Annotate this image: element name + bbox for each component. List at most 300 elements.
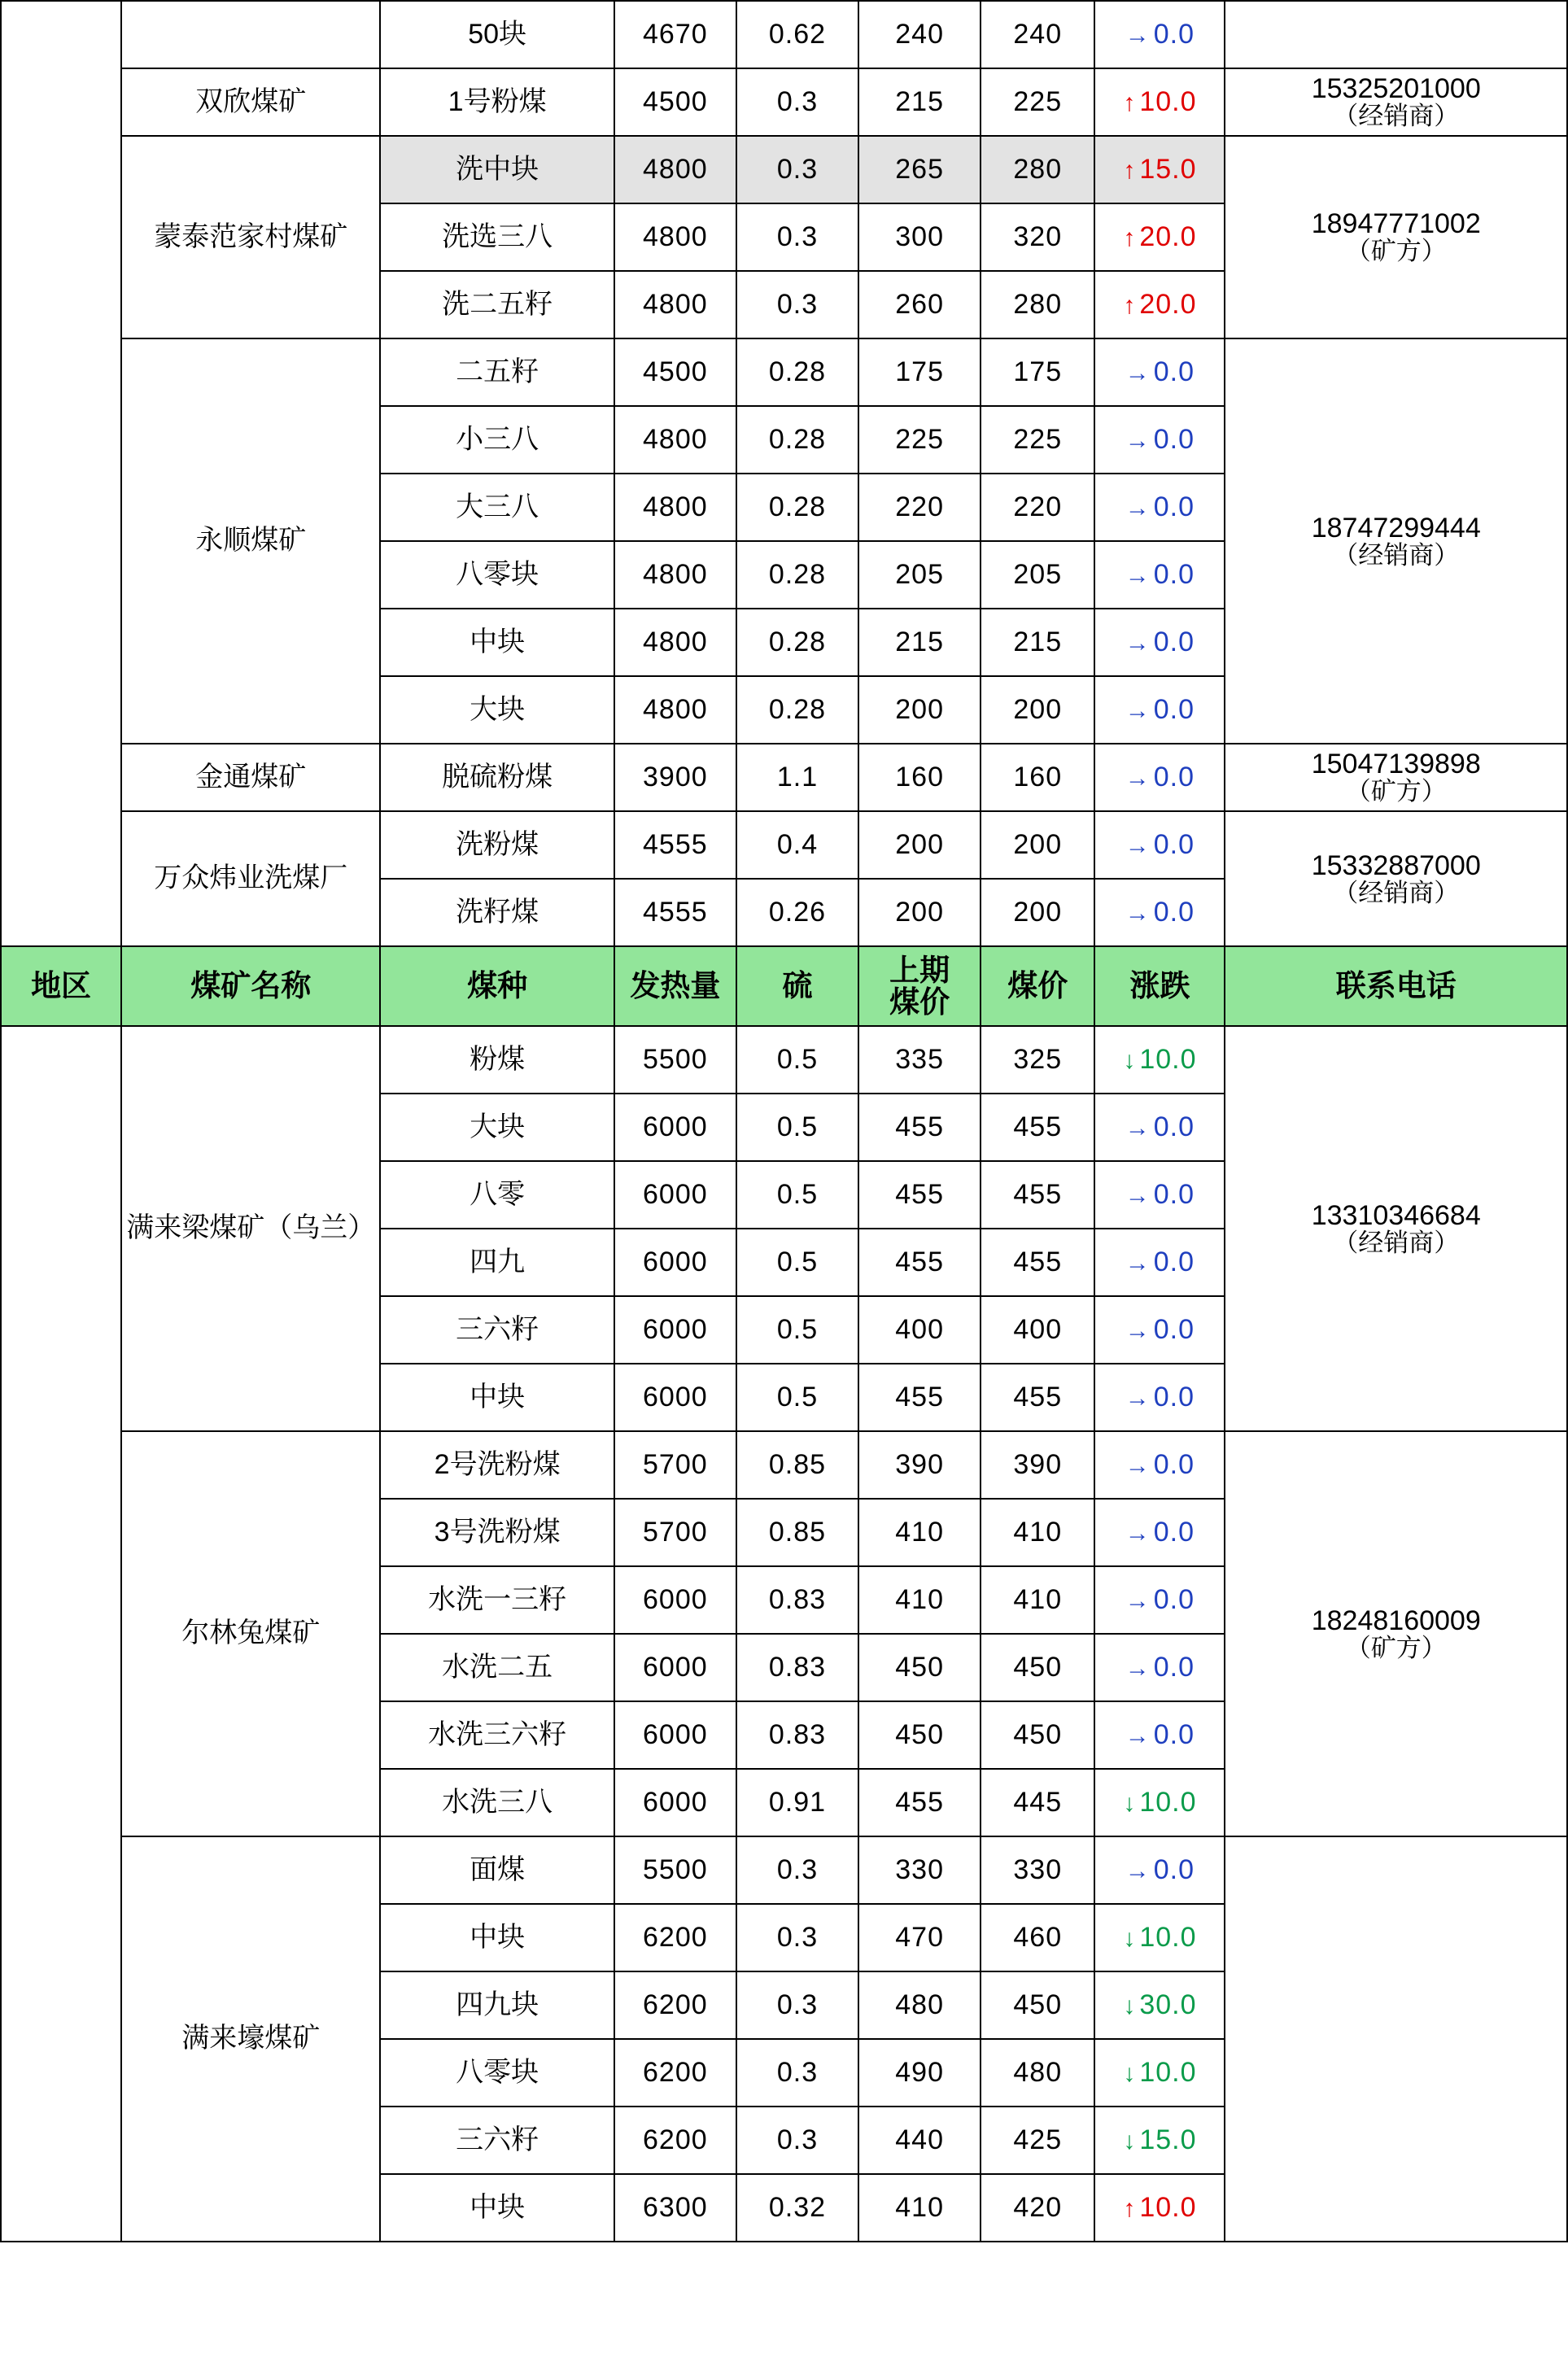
prev-cell: 455 (858, 1094, 981, 1161)
change-cell (1094, 1971, 1225, 2039)
price-cell: 320 (981, 203, 1094, 271)
phone-role: （矿方） (1345, 1633, 1447, 1662)
header-previous-price-line2: 煤价 (889, 985, 950, 1019)
heat-cell: 4800 (614, 609, 736, 676)
coal-type-cell: 中块 (380, 609, 614, 676)
heat-cell: 4800 (614, 271, 736, 338)
mine-name-cell: 尔林兔煤矿 (121, 1431, 380, 1836)
price-cell: 175 (981, 338, 1094, 406)
change-value: 0.0 (1153, 896, 1195, 928)
sulfur-cell: 1.1 (736, 744, 858, 811)
change-cell (1094, 1904, 1225, 1971)
sulfur-cell: 0.28 (736, 541, 858, 609)
mine-name-cell: 双欣煤矿 (121, 68, 380, 136)
price-cell: 425 (981, 2107, 1094, 2174)
table-row (1, 811, 1567, 879)
coal-type-cell: 八零块 (380, 2039, 614, 2107)
coal-type-cell: 四九 (380, 1229, 614, 1296)
prev-cell: 330 (858, 1836, 981, 1904)
sulfur-cell: 0.83 (736, 1634, 858, 1701)
prev-cell: 265 (858, 136, 981, 203)
heat-cell: 6000 (614, 1364, 736, 1431)
prev-cell: 200 (858, 676, 981, 744)
trend-down-icon: ↓ (1123, 2127, 1137, 2155)
change-value: 10.0 (1139, 2191, 1197, 2223)
trend-flat-icon: → (1125, 21, 1151, 49)
mine-name-cell: 万众炜业洗煤厂 (121, 811, 380, 946)
coal-type-cell: 洗粉煤 (380, 811, 614, 879)
table-row (1, 1026, 1567, 1094)
prev-cell: 400 (858, 1296, 981, 1364)
coal-type-cell: 水洗三六籽 (380, 1701, 614, 1769)
phone-role: （经销商） (1333, 1228, 1460, 1257)
sulfur-cell: 0.3 (736, 136, 858, 203)
table-row (1, 338, 1567, 406)
header-price: 煤价 (981, 946, 1094, 1026)
price-cell: 220 (981, 474, 1094, 541)
header-change: 涨跌 (1094, 946, 1225, 1026)
heat-cell: 6300 (614, 2174, 736, 2242)
sulfur-cell: 0.28 (736, 338, 858, 406)
sulfur-cell: 0.26 (736, 879, 858, 946)
header-sulfur: 硫 (736, 946, 858, 1026)
heat-cell: 5500 (614, 1026, 736, 1094)
change-cell (1094, 1161, 1225, 1229)
trend-flat-icon: → (1125, 1249, 1151, 1277)
change-value: 0.0 (1153, 1516, 1195, 1548)
trend-flat-icon: → (1125, 764, 1151, 792)
change-value: 10.0 (1139, 1921, 1197, 1953)
change-value: 10.0 (1139, 1786, 1197, 1818)
prev-cell: 455 (858, 1161, 981, 1229)
sulfur-cell: 0.83 (736, 1701, 858, 1769)
heat-cell: 6000 (614, 1296, 736, 1364)
change-value: 0.0 (1153, 1718, 1195, 1750)
prev-cell: 225 (858, 406, 981, 474)
sulfur-cell: 0.3 (736, 203, 858, 271)
heat-cell: 6000 (614, 1094, 736, 1161)
price-cell: 450 (981, 1971, 1094, 2039)
prev-cell: 440 (858, 2107, 981, 2174)
change-cell (1094, 271, 1225, 338)
change-value: 30.0 (1139, 1989, 1197, 2020)
coal-type-cell: 大块 (380, 676, 614, 744)
change-cell (1094, 1296, 1225, 1364)
heat-cell: 4670 (614, 1, 736, 68)
sulfur-cell: 0.28 (736, 406, 858, 474)
trend-down-icon: ↓ (1123, 1789, 1137, 1817)
change-value: 0.0 (1153, 1448, 1195, 1480)
sulfur-cell: 0.32 (736, 2174, 858, 2242)
trend-flat-icon: → (1125, 1857, 1151, 1884)
change-value: 15.0 (1139, 2124, 1197, 2155)
coal-type-cell: 洗籽煤 (380, 879, 614, 946)
change-cell (1094, 1094, 1225, 1161)
heat-cell: 6000 (614, 1634, 736, 1701)
price-cell: 460 (981, 1904, 1094, 1971)
change-cell (1094, 338, 1225, 406)
coal-type-cell: 50块 (380, 1, 614, 68)
phone-role: （经销商） (1333, 102, 1460, 131)
phone-number: 15047139898 (1311, 749, 1481, 780)
price-cell: 450 (981, 1634, 1094, 1701)
prev-cell: 200 (858, 879, 981, 946)
change-value: 0.0 (1153, 828, 1195, 860)
sulfur-cell: 0.3 (736, 2039, 858, 2107)
change-cell (1094, 1229, 1225, 1296)
trend-flat-icon: → (1125, 1587, 1151, 1614)
prev-cell: 240 (858, 1, 981, 68)
coal-type-cell: 3号洗粉煤 (380, 1499, 614, 1566)
sulfur-cell: 0.5 (736, 1364, 858, 1431)
change-cell (1094, 811, 1225, 879)
price-cell: 240 (981, 1, 1094, 68)
price-cell: 450 (981, 1701, 1094, 1769)
coal-type-cell: 洗中块 (380, 136, 614, 203)
prev-cell: 480 (858, 1971, 981, 2039)
contact-phone-cell (1225, 338, 1567, 744)
price-cell: 410 (981, 1566, 1094, 1634)
trend-up-icon: ↑ (1123, 291, 1137, 319)
change-cell (1094, 68, 1225, 136)
table-row (1, 744, 1567, 811)
heat-cell: 6200 (614, 1904, 736, 1971)
change-cell (1094, 879, 1225, 946)
change-cell (1094, 1499, 1225, 1566)
sulfur-cell: 0.91 (736, 1769, 858, 1836)
price-cell: 390 (981, 1431, 1094, 1499)
header-previous-price (858, 946, 981, 1026)
change-cell (1094, 676, 1225, 744)
phone-number: 18248160009 (1311, 1605, 1481, 1636)
sulfur-cell: 0.28 (736, 676, 858, 744)
change-value: 0.0 (1153, 1313, 1195, 1345)
heat-cell: 6000 (614, 1161, 736, 1229)
header-heat-value: 发热量 (614, 946, 736, 1026)
change-cell (1094, 1634, 1225, 1701)
price-cell: 455 (981, 1094, 1094, 1161)
mine-name-cell: 蒙泰范家村煤矿 (121, 136, 380, 338)
contact-phone-cell (1225, 1026, 1567, 1431)
heat-cell: 4555 (614, 811, 736, 879)
change-cell (1094, 2039, 1225, 2107)
phone-role: （矿方） (1345, 777, 1447, 806)
price-cell: 445 (981, 1769, 1094, 1836)
coal-type-cell: 2号洗粉煤 (380, 1431, 614, 1499)
trend-down-icon: ↓ (1123, 1046, 1137, 1074)
coal-type-cell: 1号粉煤 (380, 68, 614, 136)
heat-cell: 5500 (614, 1836, 736, 1904)
heat-cell: 6200 (614, 1971, 736, 2039)
change-cell (1094, 1566, 1225, 1634)
heat-cell: 4800 (614, 541, 736, 609)
sulfur-cell: 0.3 (736, 1904, 858, 1971)
sulfur-cell: 0.85 (736, 1431, 858, 1499)
change-cell (1094, 203, 1225, 271)
change-value: 0.0 (1153, 1583, 1195, 1615)
prev-cell: 260 (858, 271, 981, 338)
phone-number: 18947771002 (1311, 208, 1481, 240)
coal-type-cell: 小三八 (380, 406, 614, 474)
mine-name-cell: 满来壕煤矿 (121, 1836, 380, 2242)
heat-cell: 4800 (614, 474, 736, 541)
price-cell: 330 (981, 1836, 1094, 1904)
mine-name-cell: 金通煤矿 (121, 744, 380, 811)
heat-cell: 4555 (614, 879, 736, 946)
price-cell: 325 (981, 1026, 1094, 1094)
coal-type-cell: 面煤 (380, 1836, 614, 1904)
price-cell: 455 (981, 1364, 1094, 1431)
change-value: 0.0 (1153, 1246, 1195, 1277)
heat-cell: 6000 (614, 1769, 736, 1836)
change-value: 0.0 (1153, 558, 1195, 590)
price-cell: 215 (981, 609, 1094, 676)
change-value: 20.0 (1139, 220, 1197, 252)
prev-cell: 450 (858, 1701, 981, 1769)
change-cell (1094, 1769, 1225, 1836)
trend-flat-icon: → (1125, 696, 1151, 724)
coal-type-cell: 中块 (380, 1904, 614, 1971)
trend-flat-icon: → (1125, 426, 1151, 454)
header-mine-name: 煤矿名称 (121, 946, 380, 1026)
change-value: 0.0 (1153, 1853, 1195, 1885)
header-coal-type: 煤种 (380, 946, 614, 1026)
change-value: 0.0 (1153, 1111, 1195, 1142)
prev-cell: 300 (858, 203, 981, 271)
heat-cell: 4500 (614, 338, 736, 406)
mine-name-cell: 永顺煤矿 (121, 338, 380, 744)
change-value: 10.0 (1139, 2056, 1197, 2088)
change-cell (1094, 744, 1225, 811)
prev-cell: 455 (858, 1769, 981, 1836)
change-value: 10.0 (1139, 1043, 1197, 1075)
heat-cell: 4500 (614, 68, 736, 136)
change-value: 0.0 (1153, 626, 1195, 657)
table-row (1, 68, 1567, 136)
price-cell: 160 (981, 744, 1094, 811)
trend-flat-icon: → (1125, 1519, 1151, 1547)
change-cell (1094, 1701, 1225, 1769)
trend-flat-icon: → (1125, 494, 1151, 522)
prev-cell: 205 (858, 541, 981, 609)
sulfur-cell: 0.5 (736, 1229, 858, 1296)
trend-flat-icon: → (1125, 1181, 1151, 1209)
heat-cell: 5700 (614, 1499, 736, 1566)
coal-type-cell: 洗选三八 (380, 203, 614, 271)
coal-type-cell: 四九块 (380, 1971, 614, 2039)
prev-cell: 390 (858, 1431, 981, 1499)
change-cell (1094, 1364, 1225, 1431)
price-cell: 410 (981, 1499, 1094, 1566)
sulfur-cell: 0.5 (736, 1026, 858, 1094)
prev-cell: 455 (858, 1229, 981, 1296)
change-cell (1094, 406, 1225, 474)
price-cell: 200 (981, 879, 1094, 946)
phone-number: 13310346684 (1311, 1199, 1481, 1231)
change-cell (1094, 1836, 1225, 1904)
trend-flat-icon: → (1125, 899, 1151, 927)
change-cell (1094, 474, 1225, 541)
region-band-cell (1, 1026, 121, 2242)
trend-flat-icon: → (1125, 1722, 1151, 1749)
prev-cell: 450 (858, 1634, 981, 1701)
coal-type-cell: 中块 (380, 2174, 614, 2242)
prev-cell: 200 (858, 811, 981, 879)
table-row (1, 1836, 1567, 1904)
phone-number: 15332887000 (1311, 849, 1481, 881)
change-value: 0.0 (1153, 491, 1195, 522)
change-value: 0.0 (1153, 423, 1195, 455)
change-value: 0.0 (1153, 761, 1195, 792)
prev-cell: 410 (858, 1499, 981, 1566)
prev-cell: 455 (858, 1364, 981, 1431)
contact-phone-cell (1225, 744, 1567, 811)
table-header-row (1, 946, 1567, 1026)
table-row (1, 1, 1567, 68)
prev-cell: 220 (858, 474, 981, 541)
phone-number: 18747299444 (1311, 512, 1481, 544)
change-value: 0.0 (1153, 1381, 1195, 1412)
phone-role: （经销商） (1333, 540, 1460, 570)
trend-flat-icon: → (1125, 1316, 1151, 1344)
change-value: 0.0 (1153, 356, 1195, 387)
coal-type-cell: 三六籽 (380, 2107, 614, 2174)
heat-cell: 4800 (614, 136, 736, 203)
header-previous-price-line1: 上期 (889, 953, 950, 987)
header-phone: 联系电话 (1225, 946, 1567, 1026)
coal-type-cell: 大块 (380, 1094, 614, 1161)
price-cell: 280 (981, 271, 1094, 338)
phone-role: （经销商） (1333, 878, 1460, 907)
sulfur-cell: 0.5 (736, 1296, 858, 1364)
sulfur-cell: 0.85 (736, 1499, 858, 1566)
sulfur-cell: 0.3 (736, 271, 858, 338)
sulfur-cell: 0.83 (736, 1566, 858, 1634)
price-cell: 200 (981, 676, 1094, 744)
coal-type-cell: 水洗二五 (380, 1634, 614, 1701)
heat-cell: 6200 (614, 2039, 736, 2107)
change-cell (1094, 1026, 1225, 1094)
sulfur-cell: 0.5 (736, 1161, 858, 1229)
mine-name-cell (121, 1, 380, 68)
price-cell: 205 (981, 541, 1094, 609)
change-value: 0.0 (1153, 693, 1195, 725)
heat-cell: 6000 (614, 1701, 736, 1769)
price-cell: 225 (981, 68, 1094, 136)
price-cell: 480 (981, 2039, 1094, 2107)
coal-type-cell: 中块 (380, 1364, 614, 1431)
sulfur-cell: 0.4 (736, 811, 858, 879)
contact-phone-cell (1225, 1, 1567, 68)
heat-cell: 4800 (614, 203, 736, 271)
prev-cell: 490 (858, 2039, 981, 2107)
prev-cell: 410 (858, 2174, 981, 2242)
contact-phone-cell (1225, 136, 1567, 338)
change-value: 0.0 (1153, 1651, 1195, 1683)
coal-type-cell: 三六籽 (380, 1296, 614, 1364)
change-cell (1094, 2174, 1225, 2242)
sulfur-cell: 0.3 (736, 2107, 858, 2174)
heat-cell: 6000 (614, 1566, 736, 1634)
trend-flat-icon: → (1125, 832, 1151, 859)
trend-flat-icon: → (1125, 1114, 1151, 1142)
sulfur-cell: 0.3 (736, 1971, 858, 2039)
heat-cell: 3900 (614, 744, 736, 811)
trend-down-icon: ↓ (1123, 2059, 1137, 2087)
contact-phone-cell (1225, 811, 1567, 946)
trend-up-icon: ↑ (1123, 224, 1137, 251)
region-band-cell (1, 1, 121, 946)
trend-down-icon: ↓ (1123, 1992, 1137, 2019)
change-cell (1094, 1431, 1225, 1499)
change-value: 20.0 (1139, 288, 1197, 320)
price-cell: 455 (981, 1229, 1094, 1296)
coal-type-cell: 脱硫粉煤 (380, 744, 614, 811)
contact-phone-cell (1225, 1836, 1567, 2242)
change-cell (1094, 2107, 1225, 2174)
trend-flat-icon: → (1125, 1384, 1151, 1412)
trend-flat-icon: → (1125, 1452, 1151, 1479)
sulfur-cell: 0.28 (736, 474, 858, 541)
coal-type-cell: 八零 (380, 1161, 614, 1229)
change-value: 10.0 (1139, 85, 1197, 117)
trend-flat-icon: → (1125, 1654, 1151, 1682)
change-value: 0.0 (1153, 1178, 1195, 1210)
heat-cell: 6000 (614, 1229, 736, 1296)
change-cell (1094, 609, 1225, 676)
header-region: 地区 (1, 946, 121, 1026)
price-cell: 225 (981, 406, 1094, 474)
coal-type-cell: 粉煤 (380, 1026, 614, 1094)
prev-cell: 215 (858, 68, 981, 136)
prev-cell: 160 (858, 744, 981, 811)
prev-cell: 410 (858, 1566, 981, 1634)
heat-cell: 5700 (614, 1431, 736, 1499)
trend-flat-icon: → (1125, 561, 1151, 589)
coal-type-cell: 八零块 (380, 541, 614, 609)
heat-cell: 6200 (614, 2107, 736, 2174)
phone-number: 15325201000 (1311, 73, 1481, 105)
heat-cell: 4800 (614, 676, 736, 744)
mine-name-cell: 满来梁煤矿（乌兰） (121, 1026, 380, 1431)
prev-cell: 175 (858, 338, 981, 406)
price-cell: 455 (981, 1161, 1094, 1229)
trend-up-icon: ↑ (1123, 89, 1137, 116)
price-cell: 400 (981, 1296, 1094, 1364)
trend-up-icon: ↑ (1123, 2194, 1137, 2222)
prev-cell: 215 (858, 609, 981, 676)
sulfur-cell: 0.3 (736, 1836, 858, 1904)
change-cell (1094, 1, 1225, 68)
contact-phone-cell (1225, 1431, 1567, 1836)
contact-phone-cell (1225, 68, 1567, 136)
trend-up-icon: ↑ (1123, 156, 1137, 184)
table-row (1, 1431, 1567, 1499)
price-cell: 200 (981, 811, 1094, 879)
change-cell (1094, 541, 1225, 609)
change-value: 0.0 (1153, 18, 1195, 50)
price-cell: 420 (981, 2174, 1094, 2242)
coal-type-cell: 洗二五籽 (380, 271, 614, 338)
prev-cell: 470 (858, 1904, 981, 1971)
change-value: 15.0 (1139, 153, 1197, 185)
table-row (1, 136, 1567, 203)
trend-flat-icon: → (1125, 629, 1151, 657)
trend-down-icon: ↓ (1123, 1924, 1137, 1952)
trend-flat-icon: → (1125, 359, 1151, 386)
sulfur-cell: 0.28 (736, 609, 858, 676)
coal-type-cell: 二五籽 (380, 338, 614, 406)
